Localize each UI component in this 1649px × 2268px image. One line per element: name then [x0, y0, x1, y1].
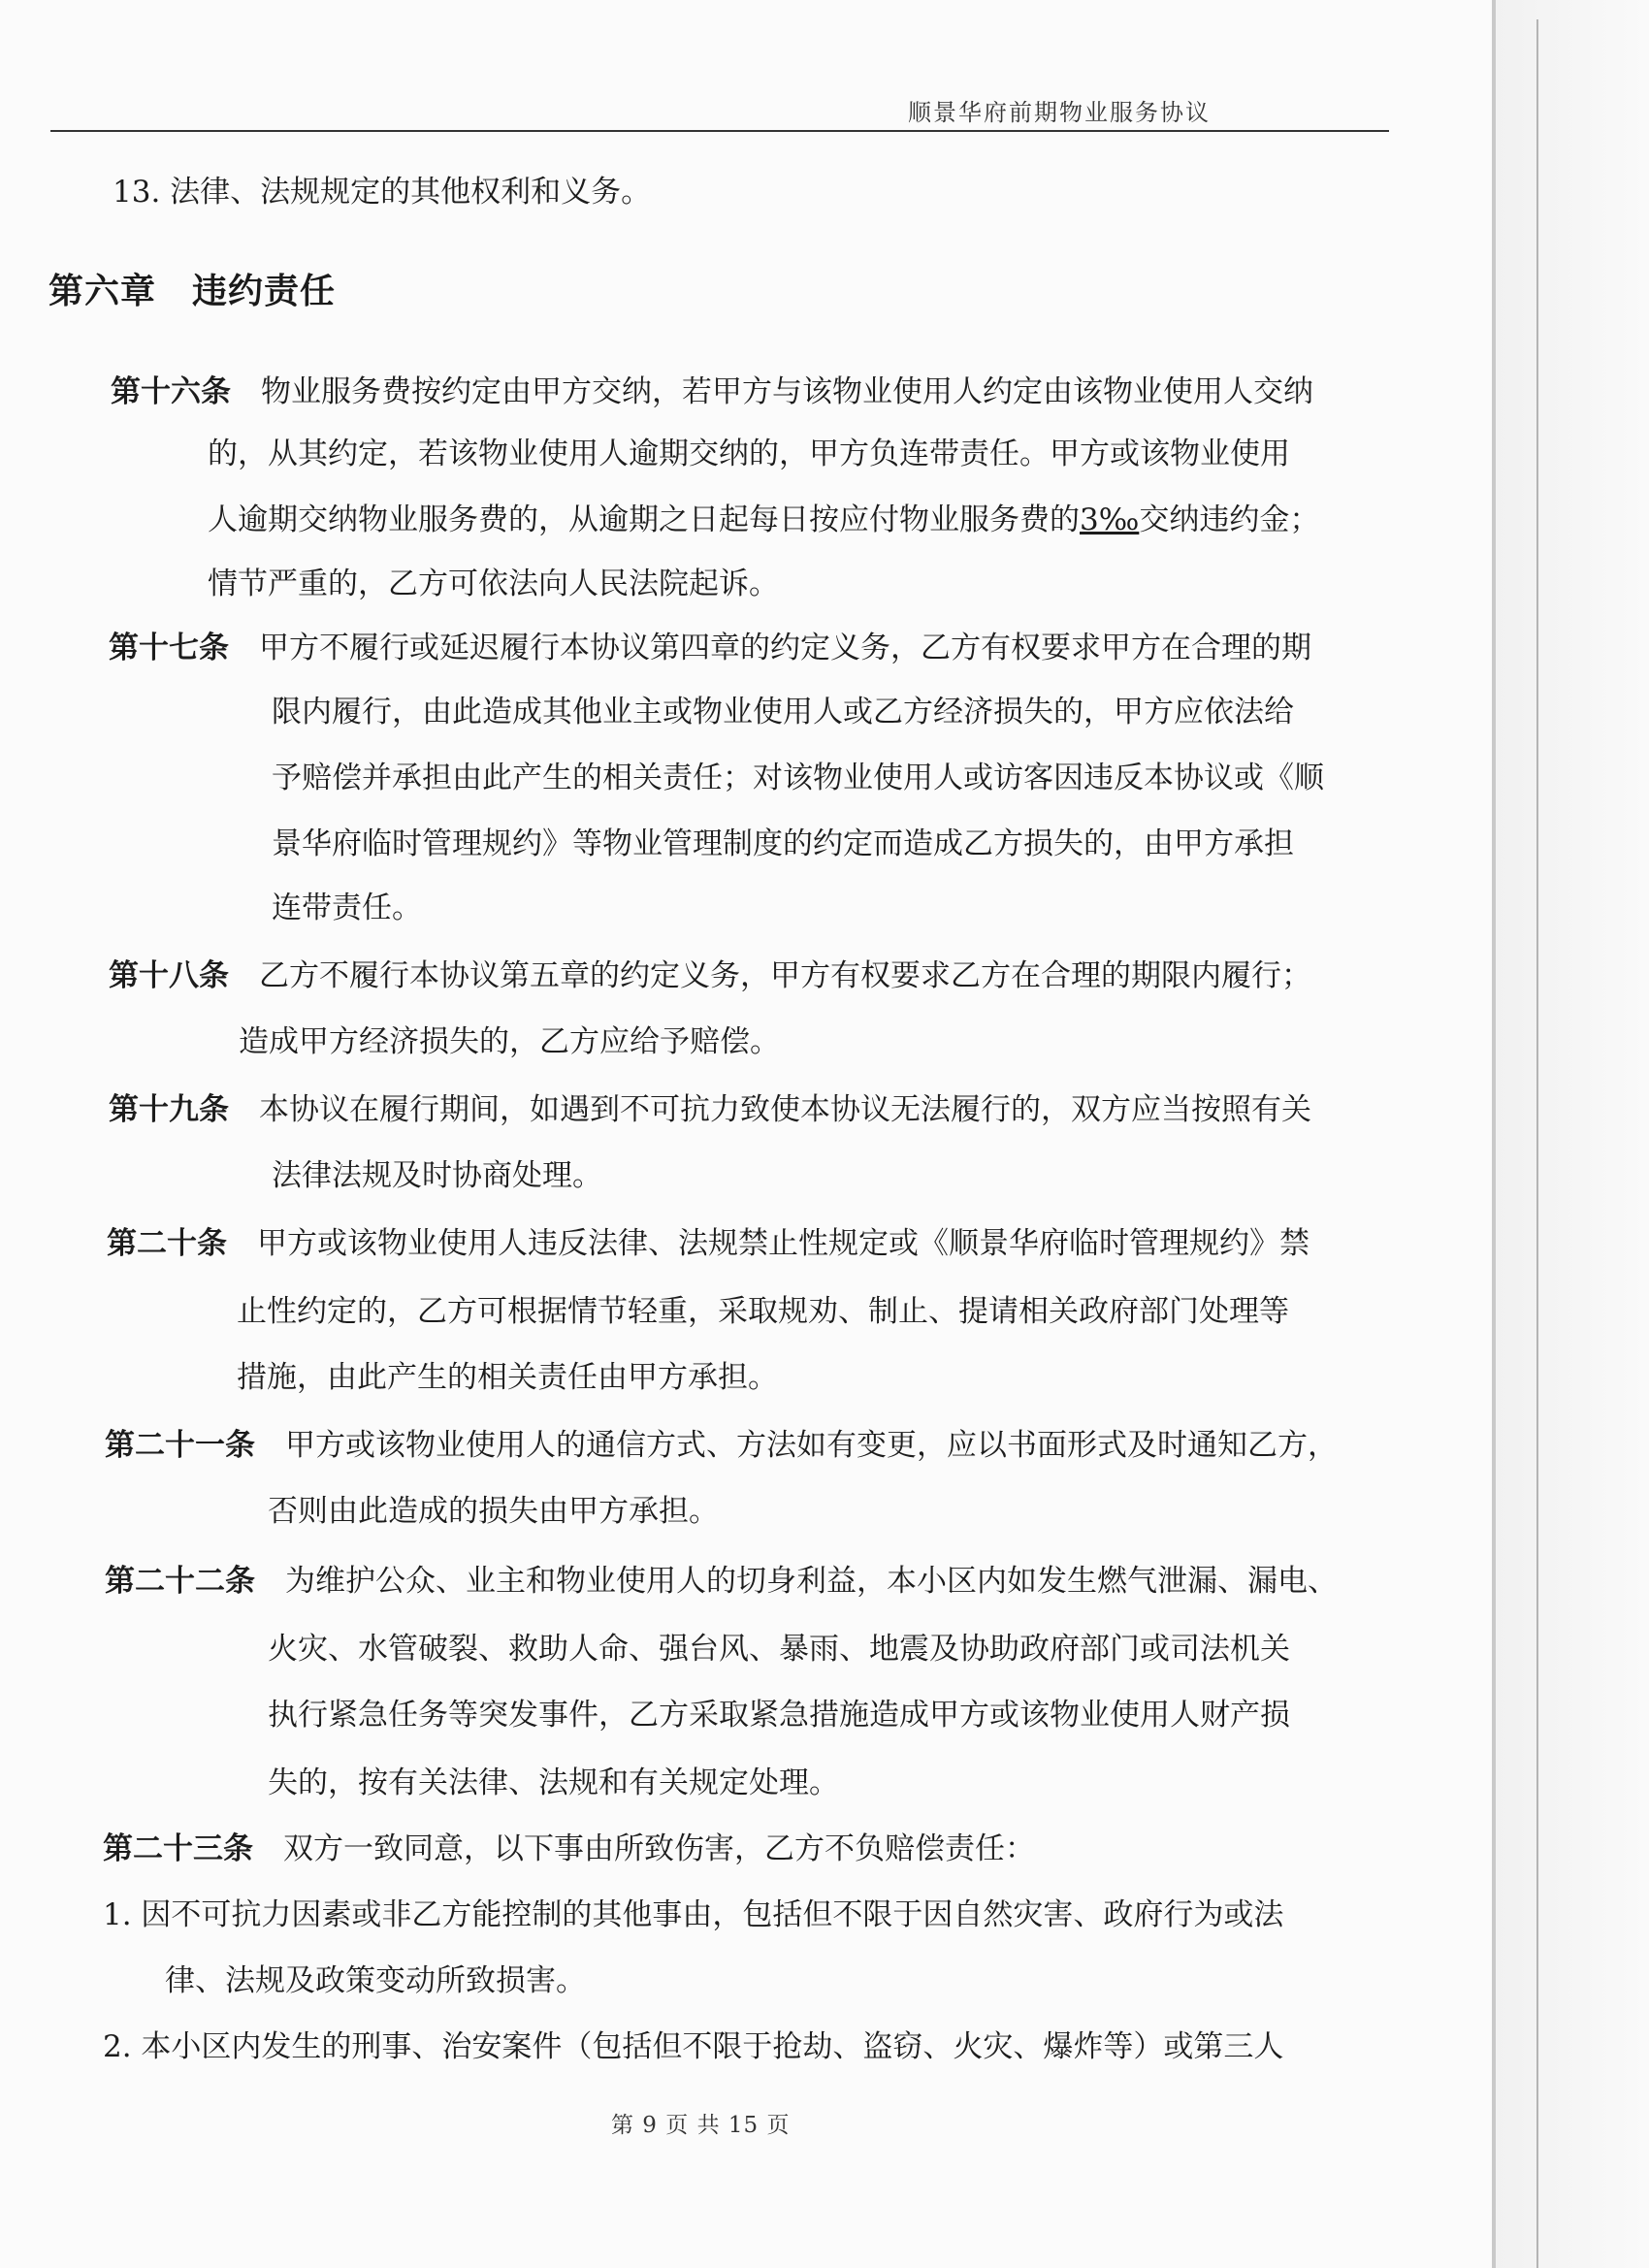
article-23-line-1: 第二十三条 双方一致同意，以下事由所致伤害，乙方不负赔偿责任：: [103, 1831, 1035, 1866]
article-18-title: 第十八条: [109, 958, 229, 993]
page-number: 第 9 页 共 15 页: [611, 2113, 791, 2138]
article-19-line-2: 法律法规及时协商处理。: [272, 1158, 602, 1193]
article-21-title: 第二十一条: [105, 1428, 255, 1463]
article-17-line-5: 连带责任。: [272, 891, 422, 925]
article-16-line-1: 第十六条 物业服务费按约定由甲方交纳，若甲方与该物业使用人约定由该物业使用人交纳: [111, 374, 1313, 409]
article-22-line-2: 火灾、水管破裂、救助人命、强台风、暴雨、地震及协助政府部门或司法机关: [268, 1632, 1290, 1667]
article-21-line-2: 否则由此造成的损失由甲方承担。: [268, 1494, 719, 1529]
page-edge-shadow: [1496, 0, 1649, 2268]
list-item-1-line-1: 1. 因不可抗力因素或非乙方能控制的其他事由，包括但不限于因自然灾害、政府行为或法: [103, 1897, 1284, 1932]
article-17-line-2: 限内履行，由此造成其他业主或物业使用人或乙方经济损失的，甲方应依法给: [272, 695, 1294, 729]
article-16-line-2: 的，从其约定，若该物业使用人逾期交纳的，甲方负连带责任。甲方或该物业使用: [208, 437, 1290, 471]
article-18-line-1: 第十八条 乙方不履行本协议第五章的约定义务，甲方有权要求乙方在合理的期限内履行；: [109, 958, 1311, 993]
article-22-title: 第二十二条: [105, 1564, 255, 1599]
article-23-title: 第二十三条: [103, 1831, 253, 1866]
article-17-line-4: 景华府临时管理规约》等物业管理制度的约定而造成乙方损失的，由甲方承担: [272, 826, 1294, 861]
article-19-line-1: 第十九条 本协议在履行期间，如遇到不可抗力致使本协议无法履行的，双方应当按照有关: [109, 1092, 1311, 1127]
article-19-title: 第十九条: [109, 1092, 229, 1127]
header-title: 顺景华府前期物业服务协议: [908, 99, 1211, 126]
article-20-line-2: 止性约定的，乙方可根据情节轻重，采取规劝、制止、提请相关政府部门处理等: [237, 1294, 1289, 1329]
article-20-title: 第二十条: [107, 1226, 227, 1261]
article-17-line-3: 予赔偿并承担由此产生的相关责任；对该物业使用人或访客因违反本协议或《顺: [272, 761, 1324, 795]
article-20-line-1: 第二十条 甲方或该物业使用人违反法律、法规禁止性规定或《顺景华府临时管理规约》禁: [107, 1226, 1310, 1261]
article-16-line-3: 人逾期交纳物业服务费的，从逾期之日起每日按应付物业服务费的3‰交纳违约金；: [208, 502, 1320, 537]
header-rule: [50, 130, 1389, 132]
article-22-line-1: 第二十二条 为维护公众、业主和物业使用人的切身利益，本小区内如发生燃气泄漏、漏电、: [105, 1564, 1338, 1599]
article-16-title: 第十六条: [111, 374, 231, 409]
penalty-rate: 3‰: [1080, 502, 1140, 537]
page-edge-line: [1536, 19, 1538, 2268]
list-item-2-line-1: 2. 本小区内发生的刑事、治安案件（包括但不限于抢劫、盗窃、火灾、爆炸等）或第三人: [103, 2029, 1284, 2064]
article-17-line-1: 第十七条 甲方不履行或延迟履行本协议第四章的约定义务，乙方有权要求甲方在合理的期: [109, 631, 1311, 665]
article-17-title: 第十七条: [109, 631, 229, 665]
article-22-line-3: 执行紧急任务等突发事件，乙方采取紧急措施造成甲方或该物业使用人财产损: [268, 1698, 1290, 1733]
article-20-line-3: 措施，由此产生的相关责任由甲方承担。: [237, 1360, 778, 1395]
line-item-13: 13. 法律、法规规定的其他权利和义务。: [113, 175, 652, 210]
page-edge-line: [1492, 0, 1496, 2268]
article-16-line-4: 情节严重的，乙方可依法向人民法院起诉。: [208, 567, 779, 601]
list-item-1-line-2: 律、法规及政策变动所致损害。: [165, 1963, 586, 1998]
chapter-title: 第六章 违约责任: [48, 272, 337, 311]
article-21-line-1: 第二十一条 甲方或该物业使用人的通信方式、方法如有变更，应以书面形式及时通知乙方，: [105, 1428, 1338, 1463]
article-22-line-4: 失的，按有关法律、法规和有关规定处理。: [268, 1766, 839, 1800]
article-18-line-2: 造成甲方经济损失的，乙方应给予赔偿。: [239, 1024, 780, 1059]
